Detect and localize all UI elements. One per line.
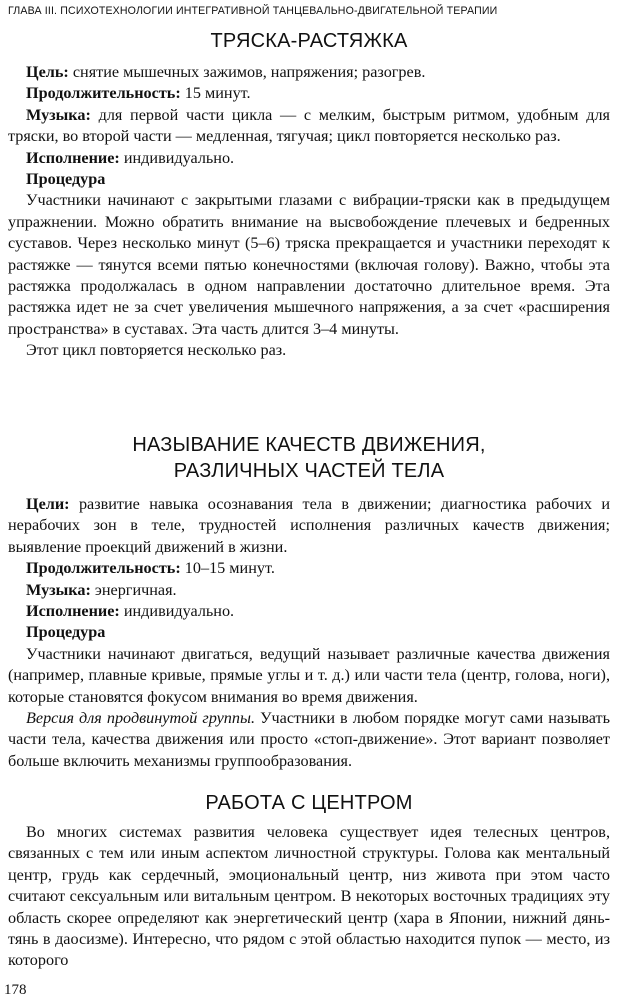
music-text: для первой части цикла — с мелким, быстрым ритмом, удобным для тряски, во второй части — медленная, тягучая; цикл повторяется несколько раз.	[8, 105, 610, 146]
procedure-text: Участники начинают двигаться, ведущий называет различные качества движения (например, плавные кривые, прямые углы и т. д.) или части тела (центр, голова, ноги), которые становятся фокусом внимания во время движения.	[8, 644, 610, 706]
duration-text: 10–15 минут.	[184, 559, 275, 578]
advanced-version-text	[8, 708, 610, 772]
execution-line	[8, 148, 610, 169]
page-number: 178	[4, 982, 27, 998]
goal-line	[8, 62, 610, 83]
music-label: Музыка:	[26, 105, 91, 124]
execution-label: Исполнение:	[26, 148, 120, 167]
section-center-work	[8, 790, 610, 972]
section-title: РАБОТА С ЦЕНТРОМ	[205, 792, 413, 814]
advanced-label: Версия для продвинутой группы.	[26, 709, 255, 728]
execution-text: индивидуально.	[123, 148, 235, 167]
procedure-text: Участники начинают с закрытыми глазами с вибрации-тряски как в предыдущем упражнении. Можно обратить внимание на высвобождение плечевых и бедренных суставов. Через несколько минут (5–6) тряска прекращается и участники переходят к растяжке — тянутся всеми пятью конечностями (включая голову). Важно, чтобы эта растяжка продолжалась в одном направлении достаточно длительное время. Эта растяжка идет не за счет увеличения мышечного напряжения, а за счет «расширения пространства» в суставах. Эта часть длится 3–4 минуты.	[8, 191, 610, 338]
execution-line	[8, 601, 610, 622]
duration-text: 15 минут.	[184, 84, 251, 103]
duration-label: Продолжительность:	[26, 559, 181, 578]
execution-text: индивидуально.	[123, 602, 235, 621]
section-movement-qualities	[8, 432, 610, 772]
running-head: ГЛАВА III. ПСИХОТЕХНОЛОГИИ ИНТЕГРАТИВНОЙ ТАНЦЕВАЛЬНО-ДВИГАТЕЛЬНОЙ ТЕРАПИИ	[8, 5, 498, 17]
section-title-line2: РАЗЛИЧНЫХ ЧАСТЕЙ ТЕЛА	[173, 460, 445, 482]
goal-label: Цели:	[26, 495, 70, 513]
goal-line	[8, 494, 610, 558]
procedure-heading: Процедура	[26, 623, 106, 642]
duration-line	[8, 558, 610, 579]
procedure-heading: Процедура	[26, 170, 106, 189]
goal-text: снятие мышечных зажимов, напряжения; разогрев.	[72, 63, 426, 81]
music-text: энергичная.	[94, 580, 177, 599]
duration-label: Продолжительность:	[26, 84, 181, 103]
body-text: Во многих системах развития человека существует идея телесных центров, связанных с тем или иным аспектом личностной структуры. Голова как ментальный центр, грудь как сердечный, эмоциональный центр, низ живота при этом часто считают сексуальным или витальным центром. В некоторых восточных традициях эту область скорее определяют как энергетический центр (хара в Японии, нижний дянь-тянь в даосизме). Интересно, что рядом с этой областью находится пупок — место, из которого	[8, 823, 610, 970]
section-shake-stretch	[8, 28, 610, 362]
goal-label: Цель:	[26, 63, 69, 81]
section-title-line1: НАЗЫВАНИЕ КАЧЕСТВ ДВИЖЕНИЯ,	[132, 434, 486, 456]
closing-text: Этот цикл повторяется несколько раз.	[26, 341, 287, 360]
section-title: ТРЯСКА-РАСТЯЖКА	[210, 30, 408, 52]
execution-label: Исполнение:	[26, 602, 120, 621]
music-line	[8, 105, 610, 148]
advanced-text: Участники в любом порядке могут сами называть части тела, качества движения или просто «стоп-движение». Этот вариант позволяет больше включить механизмы группообразования.	[8, 709, 611, 770]
duration-line	[8, 83, 610, 104]
music-line	[8, 580, 610, 601]
goal-text: развитие навыка осознавания тела в движении; диагностика рабочих и нерабочих зон в теле, трудностей исполнения различных качеств движения; выявление проекций движений в жизни.	[8, 495, 610, 556]
music-label: Музыка:	[26, 580, 91, 599]
